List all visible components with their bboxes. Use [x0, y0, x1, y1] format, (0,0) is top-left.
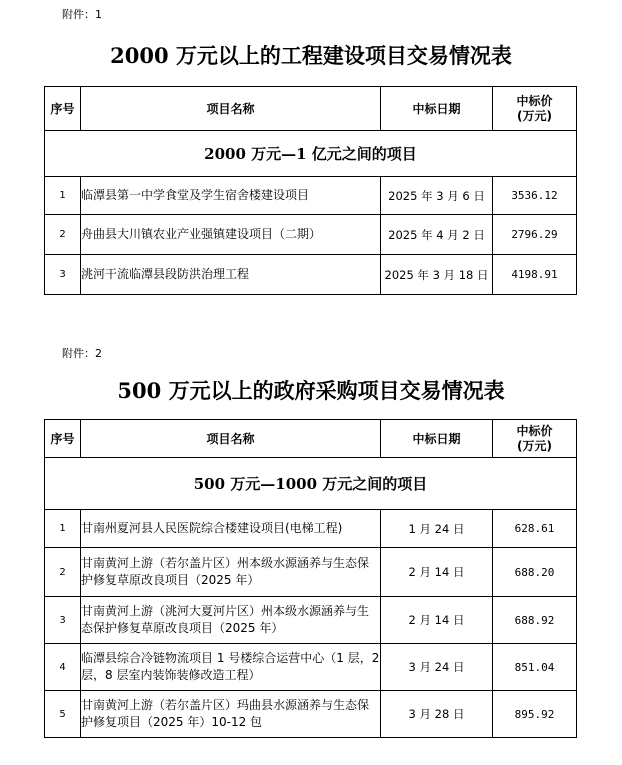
row-no: 1	[45, 177, 81, 215]
row-date: 2 月 14 日	[381, 597, 493, 644]
table-row	[45, 177, 577, 215]
header-price	[493, 420, 577, 458]
header-row	[45, 87, 577, 131]
group-label: 500 万元—1000 万元之间的项目	[45, 458, 577, 510]
header-no: 序号	[45, 87, 81, 131]
row-name: 甘南黄河上游（洮河大夏河片区）州本级水源涵养与生态保护修复草原改良项目（2025 年）	[81, 597, 381, 644]
group-row	[45, 131, 577, 177]
table-title-1: 2000 万元以上的工程建设项目交易情况表	[110, 43, 512, 68]
table-row	[45, 548, 577, 597]
row-date: 3 月 24 日	[381, 644, 493, 691]
table-row	[45, 597, 577, 644]
row-date: 2025 年 3 月 18 日	[381, 255, 493, 295]
row-date: 1 月 24 日	[381, 510, 493, 548]
row-date: 3 月 28 日	[381, 691, 493, 738]
row-name: 舟曲县大川镇农业产业强镇建设项目（二期）	[81, 215, 381, 255]
row-no: 3	[45, 255, 81, 295]
row-price: 628.61	[493, 510, 577, 548]
header-name: 项目名称	[81, 420, 381, 458]
header-price-line2: (万元)	[517, 108, 552, 123]
row-name: 甘南黄河上游（若尔盖片区）州本级水源涵养与生态保护修复草原改良项目（2025 年）	[81, 548, 381, 597]
row-no: 3	[45, 597, 81, 644]
row-name: 甘南黄河上游（若尔盖片区）玛曲县水源涵养与生态保护修复项目（2025 年）10-12 包	[81, 691, 381, 738]
group-label: 2000 万元—1 亿元之间的项目	[45, 131, 577, 177]
group-row	[45, 458, 577, 510]
header-date: 中标日期	[381, 420, 493, 458]
row-no: 2	[45, 548, 81, 597]
table-row	[45, 510, 577, 548]
row-date: 2025 年 4 月 2 日	[381, 215, 493, 255]
header-price-line2: (万元)	[517, 438, 552, 453]
header-row	[45, 420, 577, 458]
row-no: 4	[45, 644, 81, 691]
row-no: 1	[45, 510, 81, 548]
header-price-line1: 中标价	[516, 93, 553, 108]
row-date: 2 月 14 日	[381, 548, 493, 597]
table-row	[45, 691, 577, 738]
attachment-label-1: 附件：1	[62, 8, 102, 21]
header-price	[493, 87, 577, 131]
row-name: 甘南州夏河县人民医院综合楼建设项目(电梯工程)	[81, 510, 381, 548]
row-price: 2796.29	[493, 215, 577, 255]
row-no: 5	[45, 691, 81, 738]
header-no: 序号	[45, 420, 81, 458]
table-row	[45, 255, 577, 295]
table-row	[45, 644, 577, 691]
row-price: 3536.12	[493, 177, 577, 215]
row-name: 临潭县综合冷链物流项目 1 号楼综合运营中心（1 层，2 层，8 层室内装饰装修改造工程）	[81, 644, 381, 691]
header-date: 中标日期	[381, 87, 493, 131]
row-no: 2	[45, 215, 81, 255]
row-date: 2025 年 3 月 6 日	[381, 177, 493, 215]
attachment-label-2: 附件：2	[62, 347, 102, 360]
row-price: 895.92	[493, 691, 577, 738]
row-price: 688.20	[493, 548, 577, 597]
row-price: 688.92	[493, 597, 577, 644]
header-name: 项目名称	[81, 87, 381, 131]
table-title-2: 500 万元以上的政府采购项目交易情况表	[117, 378, 505, 403]
row-price: 4198.91	[493, 255, 577, 295]
row-price: 851.04	[493, 644, 577, 691]
table-row	[45, 215, 577, 255]
header-price-line1: 中标价	[516, 423, 553, 438]
engineering-projects-table	[44, 86, 577, 295]
row-name: 临潭县第一中学食堂及学生宿舍楼建设项目	[81, 177, 381, 215]
row-name: 洮河干流临潭县段防洪治理工程	[81, 255, 381, 295]
procurement-projects-table	[44, 419, 577, 738]
